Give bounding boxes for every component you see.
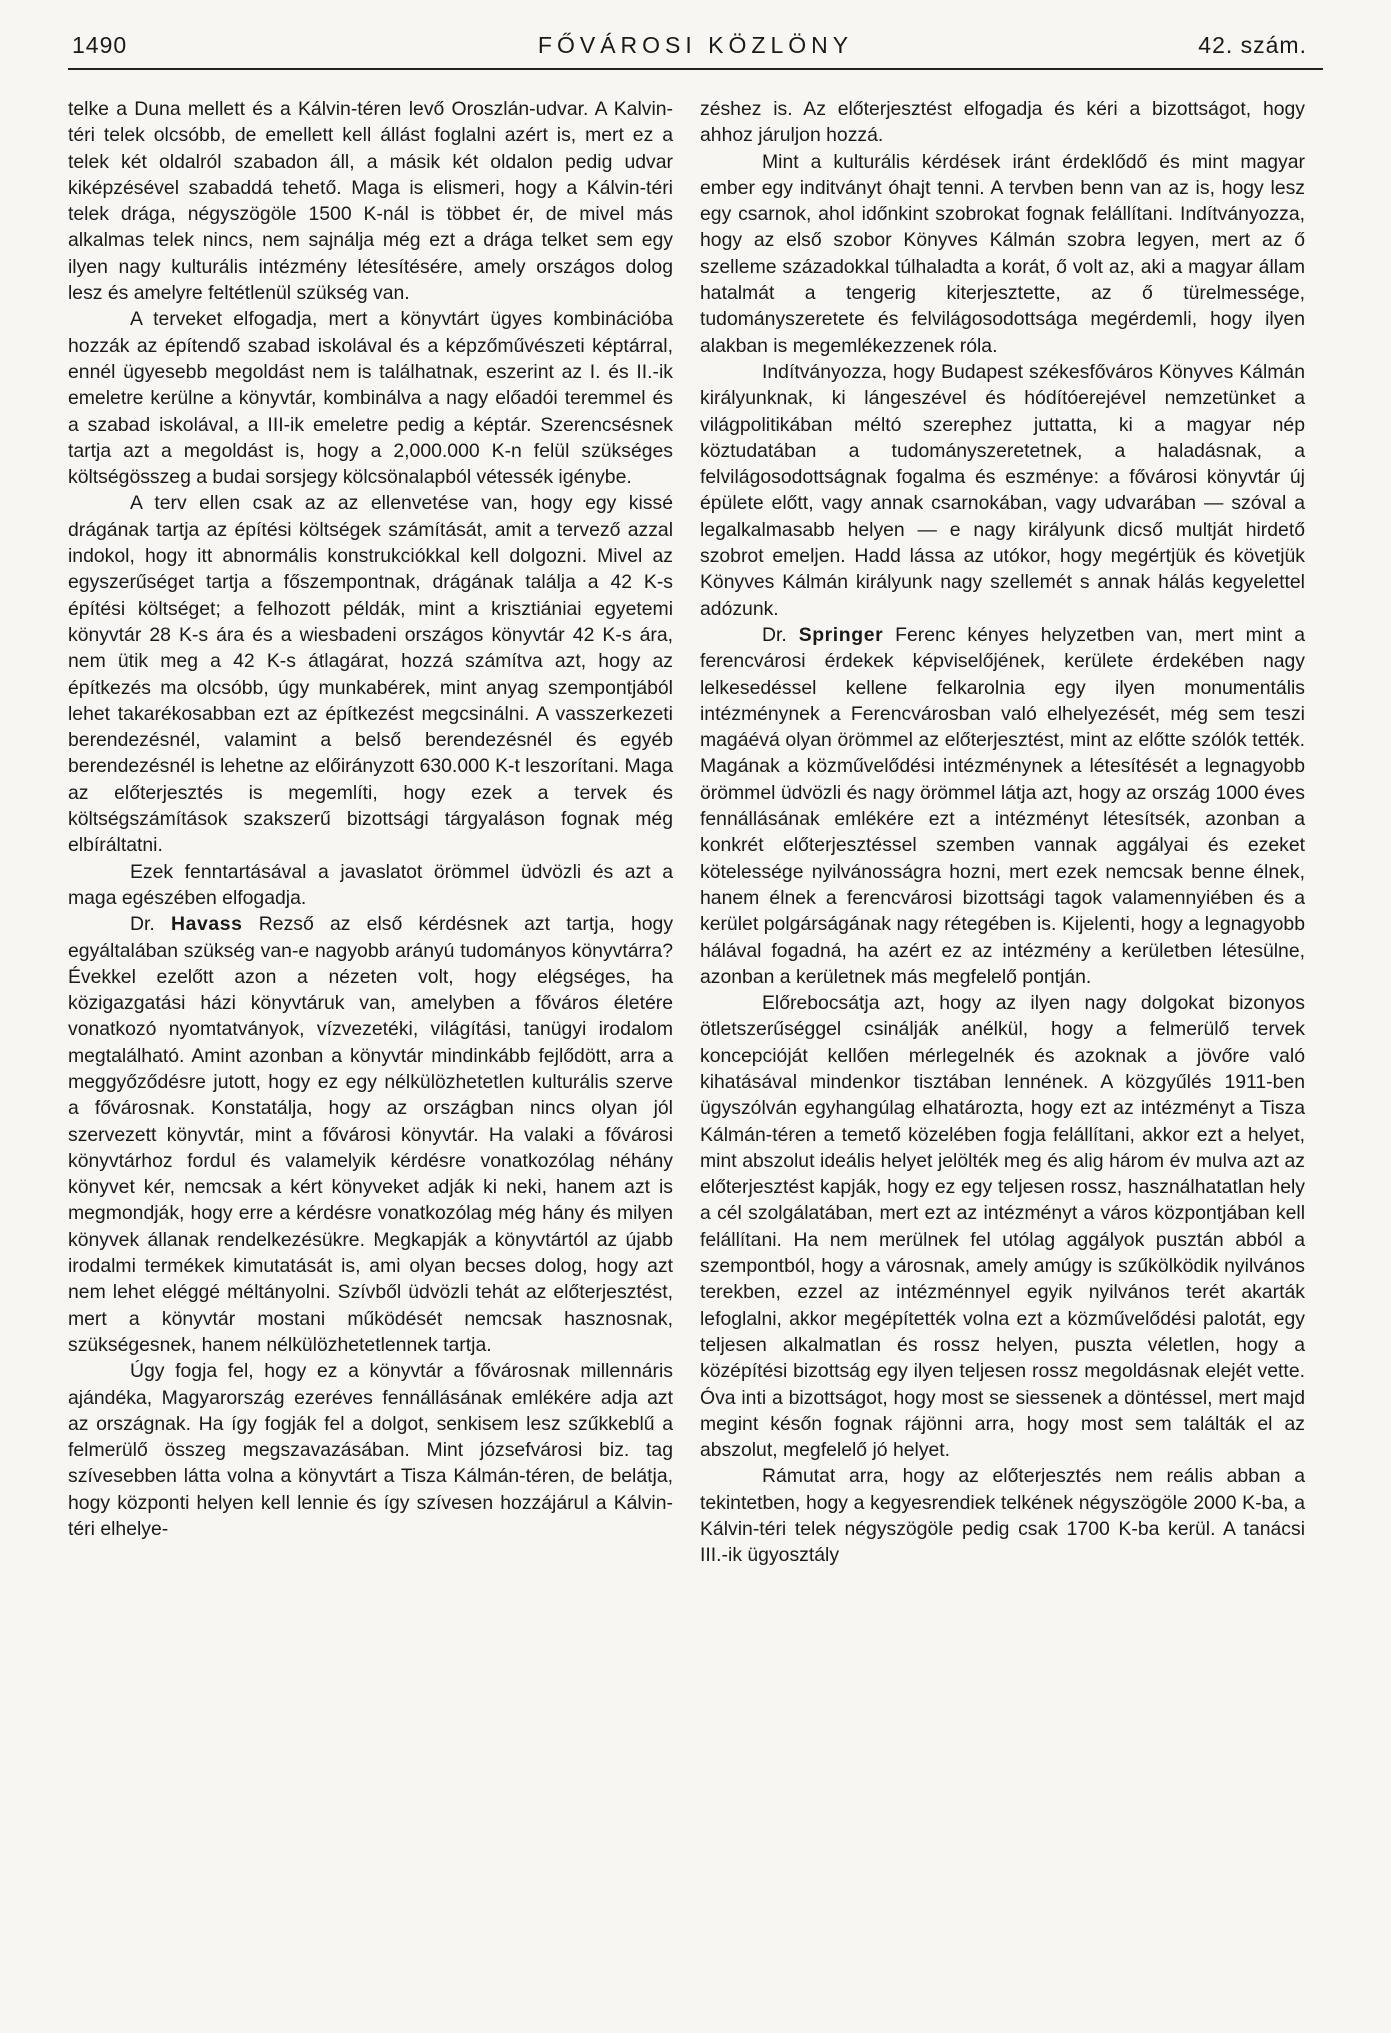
page-number: 1490	[72, 32, 128, 58]
publication-title: FŐVÁROSI KÖZLÖNY	[537, 32, 854, 58]
paragraph: Mint a kulturális kérdések iránt érdeklődő és mint magyar ember egy inditványt óhajt tenni. A tervben benn van az is, hogy lesz egy csarnok, ahol időnkint szobrokat fognak felállítani. Indítványozza, hogy az első szobor Könyves Kálmán szobra legyen, mert az ő szelleme századokkal túlhaladta a korát, ő volt az, aki a magyar állam hatalmát a tengerig kiterjesztette, az ő türelmessége, tudományszeretete és felvilágosodottsága megérdemli, hogy ilyen alakban is megemlékezzenek róla.	[700, 150, 1305, 357]
speaker-text: Rezső az első kérdésnek azt tartja, hogy egyáltalában szükség van-e nagyobb arányú tudományos könyvtárra? Évekkel ezelőtt azon a nézeten volt, hogy elégséges, ha közigazgatási házi könyvtáruk van, amelyben a főváros életére vonatkozó nyomtatványok, vízvezetéki, világítási, tanügyi irodalom megtalálható. Amint azonban a könyvtár mindinkább fejlődött, arra a meggyőződésre jutott, hogy ez egy nélkülözhetetlen kulturális szerve a fővárosnak. Konstatálja, hogy az országban nincs olyan jól szervezett könyvtár, mint a fővárosi könyvtár. Ha valaki a fővárosi könyvtárhoz fordul és valamelyik kérdésre vonatkozólag néhány könyvet kér, nemcsak a kért könyveket adják ki neki, hanem azt is megmondják, hogy erre a kérdésre vonatkozólag még hány és milyen könyvek állanak rendelkezésükre. Megkapják a könyvtártól az újabb irodalmi termékek kimutatását is, ami olyan becses dolog, hogy azt nem lehet eléggé méltányolni. Szívből üdvözli tehát az előterjesztést, mert a könyvtár mostani működését nemcsak hasznosnak, szükségesnek, hanem nélkülözhetetlennek tartja.	[68, 913, 674, 1356]
right-column	[700, 96, 1305, 1569]
issue-number: 42. szám.	[1198, 32, 1307, 58]
paragraph: Indítványozza, hogy Budapest székesfőváros Könyves Kálmán királyunknak, ki lángeszével és hódítóerejével nemzetünket a világpolitikában méltó szerephez juttatta, ki a magyar nép köztudatában a tudományszeretetnek, a haladásnak, a felvilágosodottságnak fogalma és eszménye: a fővárosi könyvtár új épülete előtt, vagy annak csarnokában, vagy udvarában — szóval a legalkalmasabb helyen — e nagy királyunk dicső multját hirdető szobrot emeljen. Hadd lássa az utókor, hogy megértjük és követjük Könyves Kálmán királyunk nagy szellemét s annak hálás kegyelettel adózunk.	[700, 360, 1305, 620]
title-prefix: Dr.	[130, 913, 155, 936]
paragraph: Előrebocsátja azt, hogy az ilyen nagy dolgokat bizonyos ötletszerűséggel csinálják anélkül, hogy a felmerülő tervek koncepcióját kellően mérlegelnék és azoknak a jövőre való kihatásával mindenkor tisztában lennének. A közgyűlés 1911-ben ügyszólván egyhangúlag elhatározta, hogy ezt az intézményt a Tisza Kálmán-téren a temető közelében fogja felállítani, akkor ezt a helyet, mint abszolut ideális helyet jelölték meg és alig három év mulva azt az előterjesztést kapják, hogy ez egy teljesen rossz, használhatatlan hely a cél szolgálatában, mert ezt az intézményt a város központjában kell felállítani. Ha nem merülnek fel utólag aggályok pusztán abból a szempontból, hogy a városnak, amely amúgy is szűkölködik nyilvános terekben, ezzel az intézménnyel egyik nyilvános terét akarták lefoglalni, akkor megépítették volna ezt a közművelődési palotát, egy teljesen alkalmatlan és rossz helyen, puszta véletlen, hogy a középítési bizottság egy ilyen teljesen rossz megoldásnak elejét vette. Óva inti a bizottságot, hogy most se siessenek a döntéssel, mert majd megint későn fognak rájönni arra, hogy most sem találták el az abszolut, megfelelő jó helyet.	[700, 992, 1305, 1462]
paragraph: Rámutat arra, hogy az előterjesztés nem reális abban a tekintetben, hogy a kegyesrendiek telkének négyszögöle 2000 K-ba, a Kálvin-téri telek négyszögöle pedig csak 1700 K-ba kerül. A tanácsi III.-ik ügyosztály	[700, 1465, 1305, 1567]
title-prefix: Dr.	[762, 623, 787, 646]
speaker-text: Ferenc kényes helyzetben van, mert mint a ferencvárosi érdekek képviselőjének, kerülete érdekében nagy lelkesedéssel kellene felkarolnia egy ilyen monumentális intézménynek a Ferencvárosban való elhelyezését, még sem teszi magáévá olyan örömmel az előterjesztést, mint az előtte szólók tették. Magának a közművelődési intézménynek a létesítését a legnagyobb örömmel üdvözli és nagy örömmel látja azt, hogy az ország 1000 éves fennállásának emlékére ezt a intézményt létesítsék, azonban a konkrét előterjesztéssel szemben vannak aggályai és ezeket kötelessége nyilvánosságra hozni, mert ezek nemcsak benne élnek, hanem élnek a ferencvárosi bizottsági tagok valamennyiében és a kerület polgárságának nagy rétegében is. Kijelenti, hogy a legnagyobb hálával fogadná, ha azért ez az intézmény a kerületben létesülne, azonban a kerületnek más megfelelő pontján.	[700, 623, 1305, 988]
paragraph: zéshez is. Az előterjesztést elfogadja és kéri a bizottságot, hogy ahhoz járuljon hozzá.	[700, 98, 1305, 147]
speaker-name: Havass	[171, 913, 243, 936]
paragraph-speaker	[68, 911, 673, 1358]
paragraph: Ezek fenntartásával a javaslatot örömmel üdvözli és azt a maga egészében elfogadja.	[68, 860, 673, 909]
speaker-name: Springer	[798, 623, 884, 646]
left-column	[68, 96, 673, 1542]
paragraph: A terveket elfogadja, mert a könyvtárt ügyes kombinációba hozzák az építendő szabad iskolával és a képzőművészeti képtárral, ennél ügyesebb megoldást nem is találhatnak, eszerint az I. és II.-ik emeletre kerülne a könyvtár, kombinálva a nagy előadói teremmel és a szabad iskolával, a III-ik emeletre pedig a képtár. Szerencsésnek tartja azt a megoldást is, hogy a 2,000.000 K-n felül szükséges költségösszeg a budai sorsjegy kölcsönalapból vétessék igénybe.	[68, 308, 673, 489]
paragraph-speaker	[700, 622, 1305, 990]
page-header	[68, 28, 1323, 70]
paragraph: telke a Duna mellett és a Kálvin-téren levő Oroszlán-udvar. A Kalvin-téri telek olcsóbb, de emellett kell állást foglalni azért is, mert ez a telek két oldalról szabadon áll, a másik két oldalon pedig udvar kiképzésével szabaddá tehető. Maga is elismeri, hogy a Kálvin-téri telek drága, négyszögöle 1500 K-nál is többet ér, de mivel más alkalmas telek nincs, nem sajnálja még ezt a drága telket sem egy ilyen nagy kulturális intézmény létesítésére, amely országos dolog lesz és amelyre feltétlenül szükség van.	[68, 98, 673, 305]
paragraph: Úgy fogja fel, hogy ez a könyvtár a fővárosnak millennáris ajándéka, Magyarország ezeréves fennállásának emlékére adja azt az országnak. Ha így fogják fel a dolgot, senkisem lesz szűkkeblű a felmerülő összeg megszavazásában. Mint józsefvárosi biz. tag szívesebben látta volna a könyvtárt a Tisza Kálmán-téren, de belátja, hogy központi helyen kell lennie és így szívesen hozzájárul a Kálvin-téri elhelye-	[68, 1360, 673, 1541]
paragraph: A terv ellen csak az az ellenvetése van, hogy egy kissé drágának tartja az építési költségek számítását, amit a tervező azzal indokol, hogy itt abnormális konstrukciókkal kell dolgozni. Mivel az egyszerűséget tartja a főszempontnak, drágának találja a 42 K-s építési költséget; a felhozott példák, mint a krisztiániai egyetemi könyvtár 28 K-s ára és a wiesbadeni országos könyvtár 42 K-s ára, nem ütik meg a 42 K-s átlagárat, hozzá számítva azt, hogy az építkezés ma olcsóbb, úgy munkabérek, mint anyag szempontjából lehet takarékosabban ezt az építkezést megcsinálni. A vasszerkezeti berendezésnél, valamint a belső berendezésnél és egyéb berendezésnél is lehetne az előirányzott 630.000 K-t leszorítani. Maga az előterjesztés is megemlíti, hogy ezek a tervek és költségszámítások szakszerű bizottsági tárgyaláson fognak még elbíráltatni.	[68, 492, 673, 857]
